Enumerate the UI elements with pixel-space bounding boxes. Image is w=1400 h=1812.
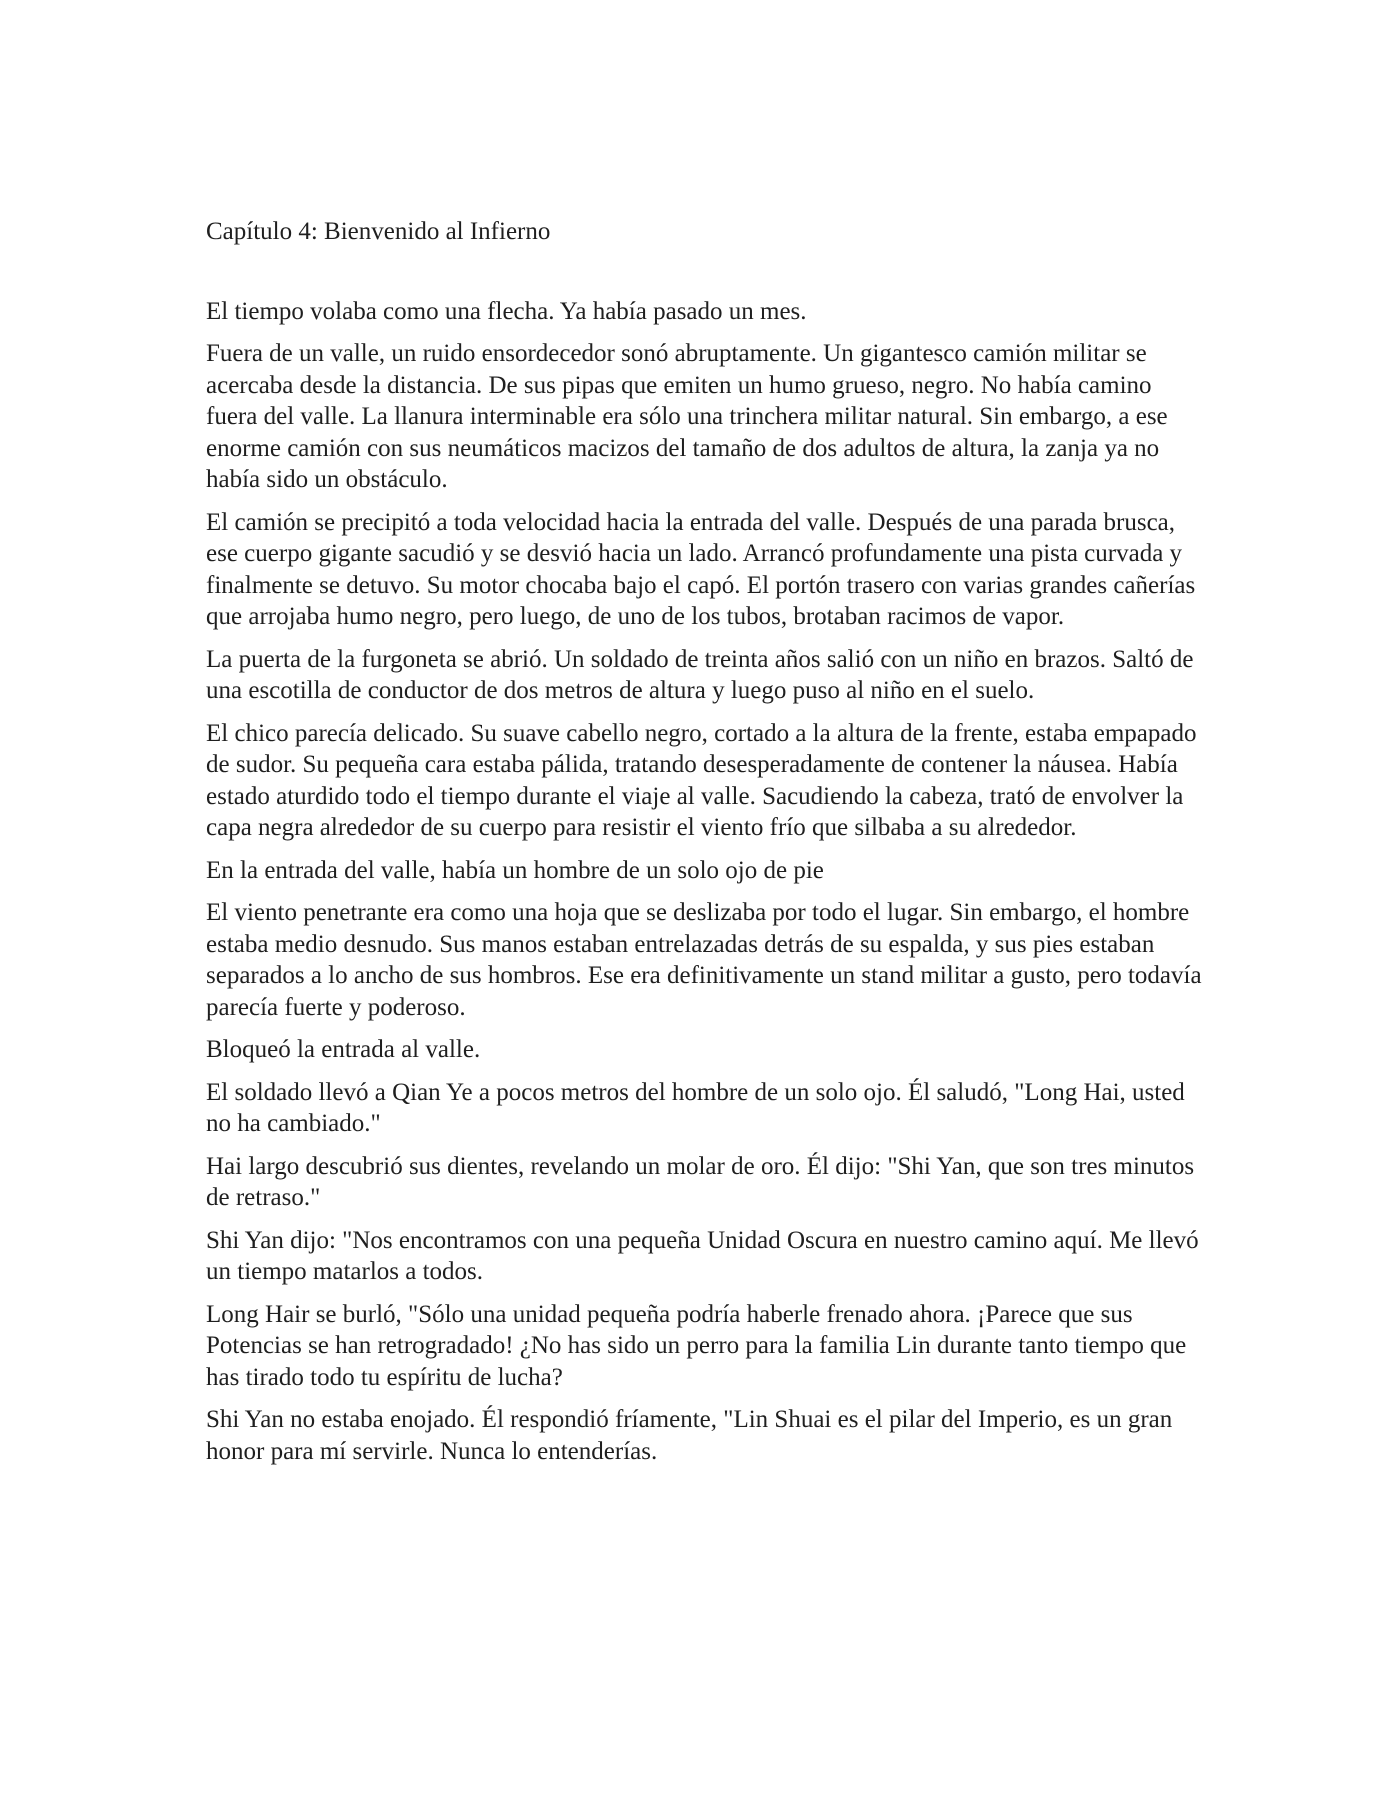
paragraph: El soldado llevó a Qian Ye a pocos metros del hombre de un solo ojo. Él saludó, "Long Hai, usted no ha cambiado." xyxy=(206,1078,1185,1137)
chapter-title: Capítulo 4: Bienvenido al Infierno xyxy=(206,218,551,245)
paragraph: El camión se precipitó a toda velocidad hacia la entrada del valle. Después de una parada brusca, ese cuerpo gigante sacudió y se desvió hacia un lado. Arrancó profundamente una pista curvada y finalmente se detuvo. Su motor chocaba bajo el capó. El portón trasero con varias grandes cañerías que arrojaba humo negro, pero luego, de uno de los tubos, brotaban racimos de vapor. xyxy=(206,508,1196,630)
paragraph: Shi Yan dijo: "Nos encontramos con una pequeña Unidad Oscura en nuestro camino aquí. Me llevó un tiempo matarlos a todos. xyxy=(206,1226,1199,1285)
paragraph: Fuera de un valle, un ruido ensordecedor sonó abruptamente. Un gigantesco camión militar se acercaba desde la distancia. De sus pipas que emiten un humo grueso, negro. No había camino fuera del valle. La llanura interminable era sólo una trinchera militar natural. Sin embargo, a ese enorme camión con sus neumáticos macizos del tamaño de dos adultos de altura, la zanja ya no había sido un obstáculo. xyxy=(206,340,1168,493)
paragraph: Long Hair se burló, "Sólo una unidad pequeña podría haberle frenado ahora. ¡Parece que sus Potencias se han retrogradado! ¿No has sido un perro para la familia Lin durante tanto tiempo que has tirado todo tu espíritu de lucha? xyxy=(206,1300,1187,1391)
paragraph: El chico parecía delicado. Su suave cabello negro, cortado a la altura de la frente, estaba empapado de sudor. Su pequeña cara estaba pálida, tratando desesperadamente de contener la náusea. Había estado aturdido todo el tiempo durante el viaje al valle. Sacudiendo la cabeza, trató de envolver la capa negra alrededor de su cuerpo para resistir el viento frío que silbaba a su alrededor. xyxy=(206,719,1197,841)
paragraph: Bloqueó la entrada al valle. xyxy=(206,1036,481,1063)
paragraph: En la entrada del valle, había un hombre de un solo ojo de pie xyxy=(206,856,824,884)
paragraph: Shi Yan no estaba enojado. Él respondió fríamente, "Lin Shuai es el pilar del Imperio, es un gran honor para mí servirle. Nunca lo entenderías. xyxy=(206,1406,1173,1465)
paragraph: Hai largo descubrió sus dientes, revelando un molar de oro. Él dijo: "Shi Yan, que son tres minutos de retraso." xyxy=(206,1152,1195,1211)
paragraph: El tiempo volaba como una flecha. Ya había pasado un mes. xyxy=(206,297,807,325)
document-body xyxy=(206,216,1206,1478)
paragraph: El viento penetrante era como una hoja que se deslizaba por todo el lugar. Sin embargo, el hombre estaba medio desnudo. Sus manos estaban entrelazadas detrás de su espalda, y sus pies estaban separados a lo ancho de sus hombros. Ese era definitivamente un stand militar a gusto, pero todavía parecía fuerte y poderoso. xyxy=(206,899,1202,1021)
paragraph: La puerta de la furgoneta se abrió. Un soldado de treinta años salió con un niño en brazos. Saltó de una escotilla de conductor de dos metros de altura y luego puso al niño en el suelo. xyxy=(206,645,1194,704)
